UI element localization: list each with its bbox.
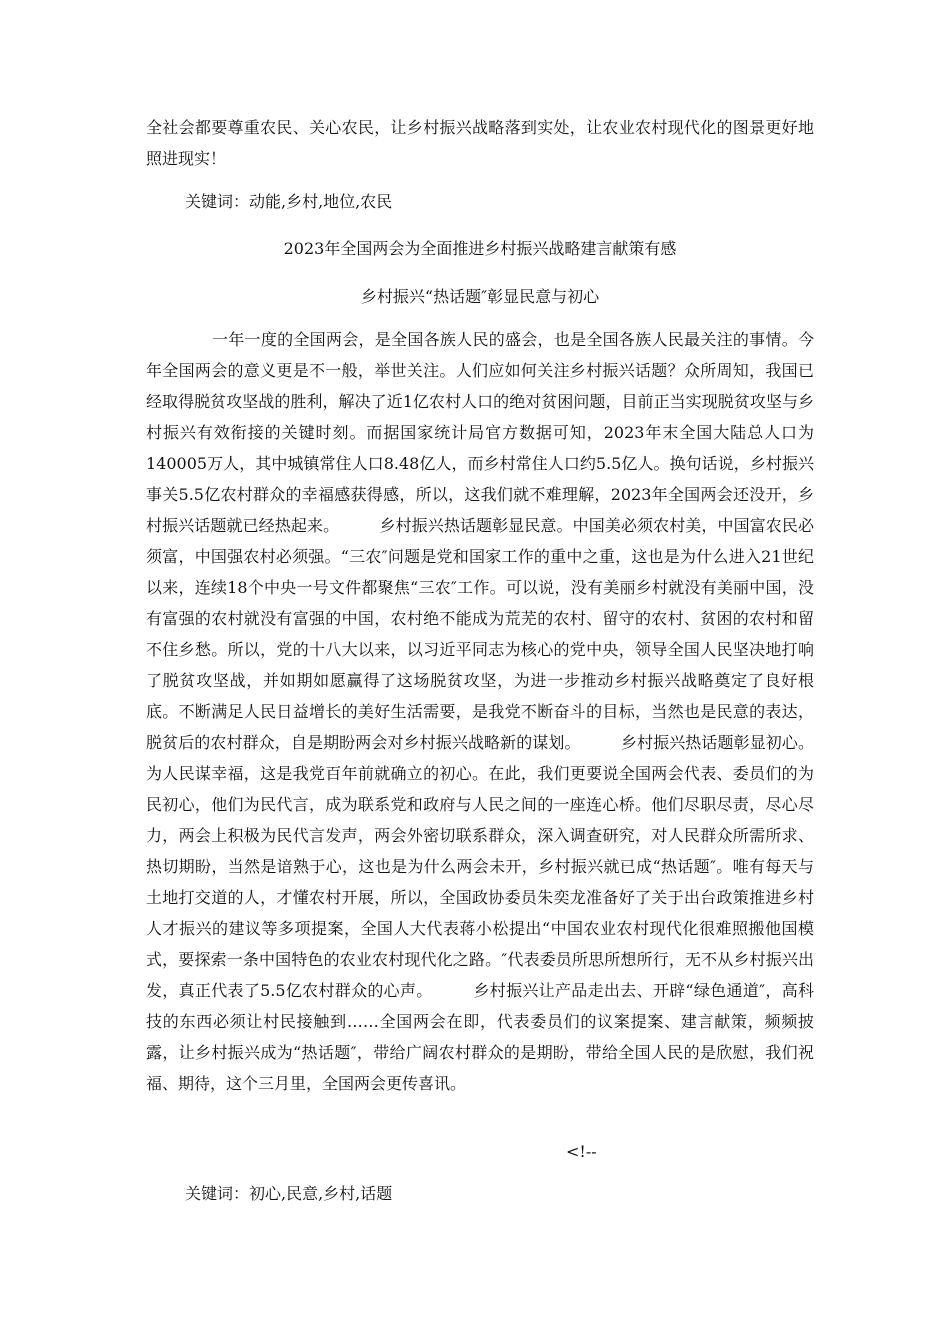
comment-marker: <!-- (566, 1142, 597, 1161)
keywords-line-1: 关键词：动能,乡村,地位,农民 (185, 192, 393, 211)
keywords-line-2: 关键词：初心,民意,乡村,话题 (185, 1184, 393, 1203)
article-body: 一年一度的全国两会，是全国各族人民的盛会，也是全国各族人民最关注的事情。今年全国两会的意义更是不一般，举世关注。人们应如何关注乡村振兴话题？众所周知，我国已经取得脱贫攻坚战的胜利，解决了近1亿农村人口的绝对贫困问题，目前正当实现脱贫攻坚与乡村振兴有效衔接的关键时刻。而据国家统计局官方数据可知，2023年末全国大陆总人口为140005万人，其中城镇常住人口8.48亿人，而乡村常住人口约5.5亿人。换句话说，乡村振兴事关5.5亿农村群众的幸福感获得感，所以，这我们就不难理解，2023年全国两会还没开，乡村振兴话题就已经热起来。 乡村振兴热话题彰显民意。中国美必须农村美，中国富农民必须富，中国强农村必须强。“三农″问题是党和国家工作的重中之重，这也是为什么进入21世纪以来，连续18个中央一号文件都聚焦“三农″工作。可以说，没有美丽乡村就没有美丽中国，没有富强的农村就没有富强的中国，农村绝不能成为荒芜的农村、留守的农村、贫困的农村和留不住乡愁。所以，党的十八大以来，以习近平同志为核心的党中央，领导全国人民坚决地打响了脱贫攻坚战，并如期如愿赢得了这场脱贫攻坚，为进一步推动乡村振兴战略奠定了良好根底。不断满足人民日益增长的美好生活需要，是我党不断奋斗的目标，当然也是民意的表达，脱贫后的农村群众，自是期盼两会对乡村振兴战略新的谋划。 乡村振兴热话题彰显初心。为人民谋幸福，这是我党百年前就确立的初心。在此，我们更要说全国两会代表、委员们的为民初心，他们为民代言，成为联系党和政府与人民之间的一座连心桥。他们尽职尽责，尽心尽力，两会上积极为民代言发声，两会外密切联系群众，深入调查研究，对人民群众所需所求、热切期盼，当然是谙熟于心，这也是为什么两会未开，乡村振兴就已成“热话题″。唯有每天与土地打交道的人，才懂农村开展，所以，全国政协委员朱奕龙准备好了关于出台政策推进乡村人才振兴的建议等多项提案，全国人大代表蒋小松提出“中国农业农村现代化很难照搬他国模式，要探索一条中国特色的农业农村现代化之路。″代表委员所思所想所行，无不从乡村振兴出发，真正代表了5.5亿农村群众的心声。 乡村振兴让产品走出去、开辟“绿色通道″，高科技的东西必须让村民接触到……全国两会在即，代表委员们的议案提案、建言献策，频频披露，让乡村振兴成为“热话题″，带给广阔农村群众的是期盼，带给全国人民的是欣慰，我们祝福、期待，这个三月里，全国两会更传喜讯。 (146, 330, 814, 1093)
article-subtitle: 乡村振兴“热话题″彰显民意与初心 (360, 287, 600, 306)
article-title: 2023年全国两会为全面推进乡村振兴战略建言献策有感 (283, 239, 677, 258)
intro-paragraph: 全社会都要尊重农民、关心农民，让乡村振兴战略落到实处，让农业农村现代化的图景更好地照进现实！ (146, 118, 814, 168)
